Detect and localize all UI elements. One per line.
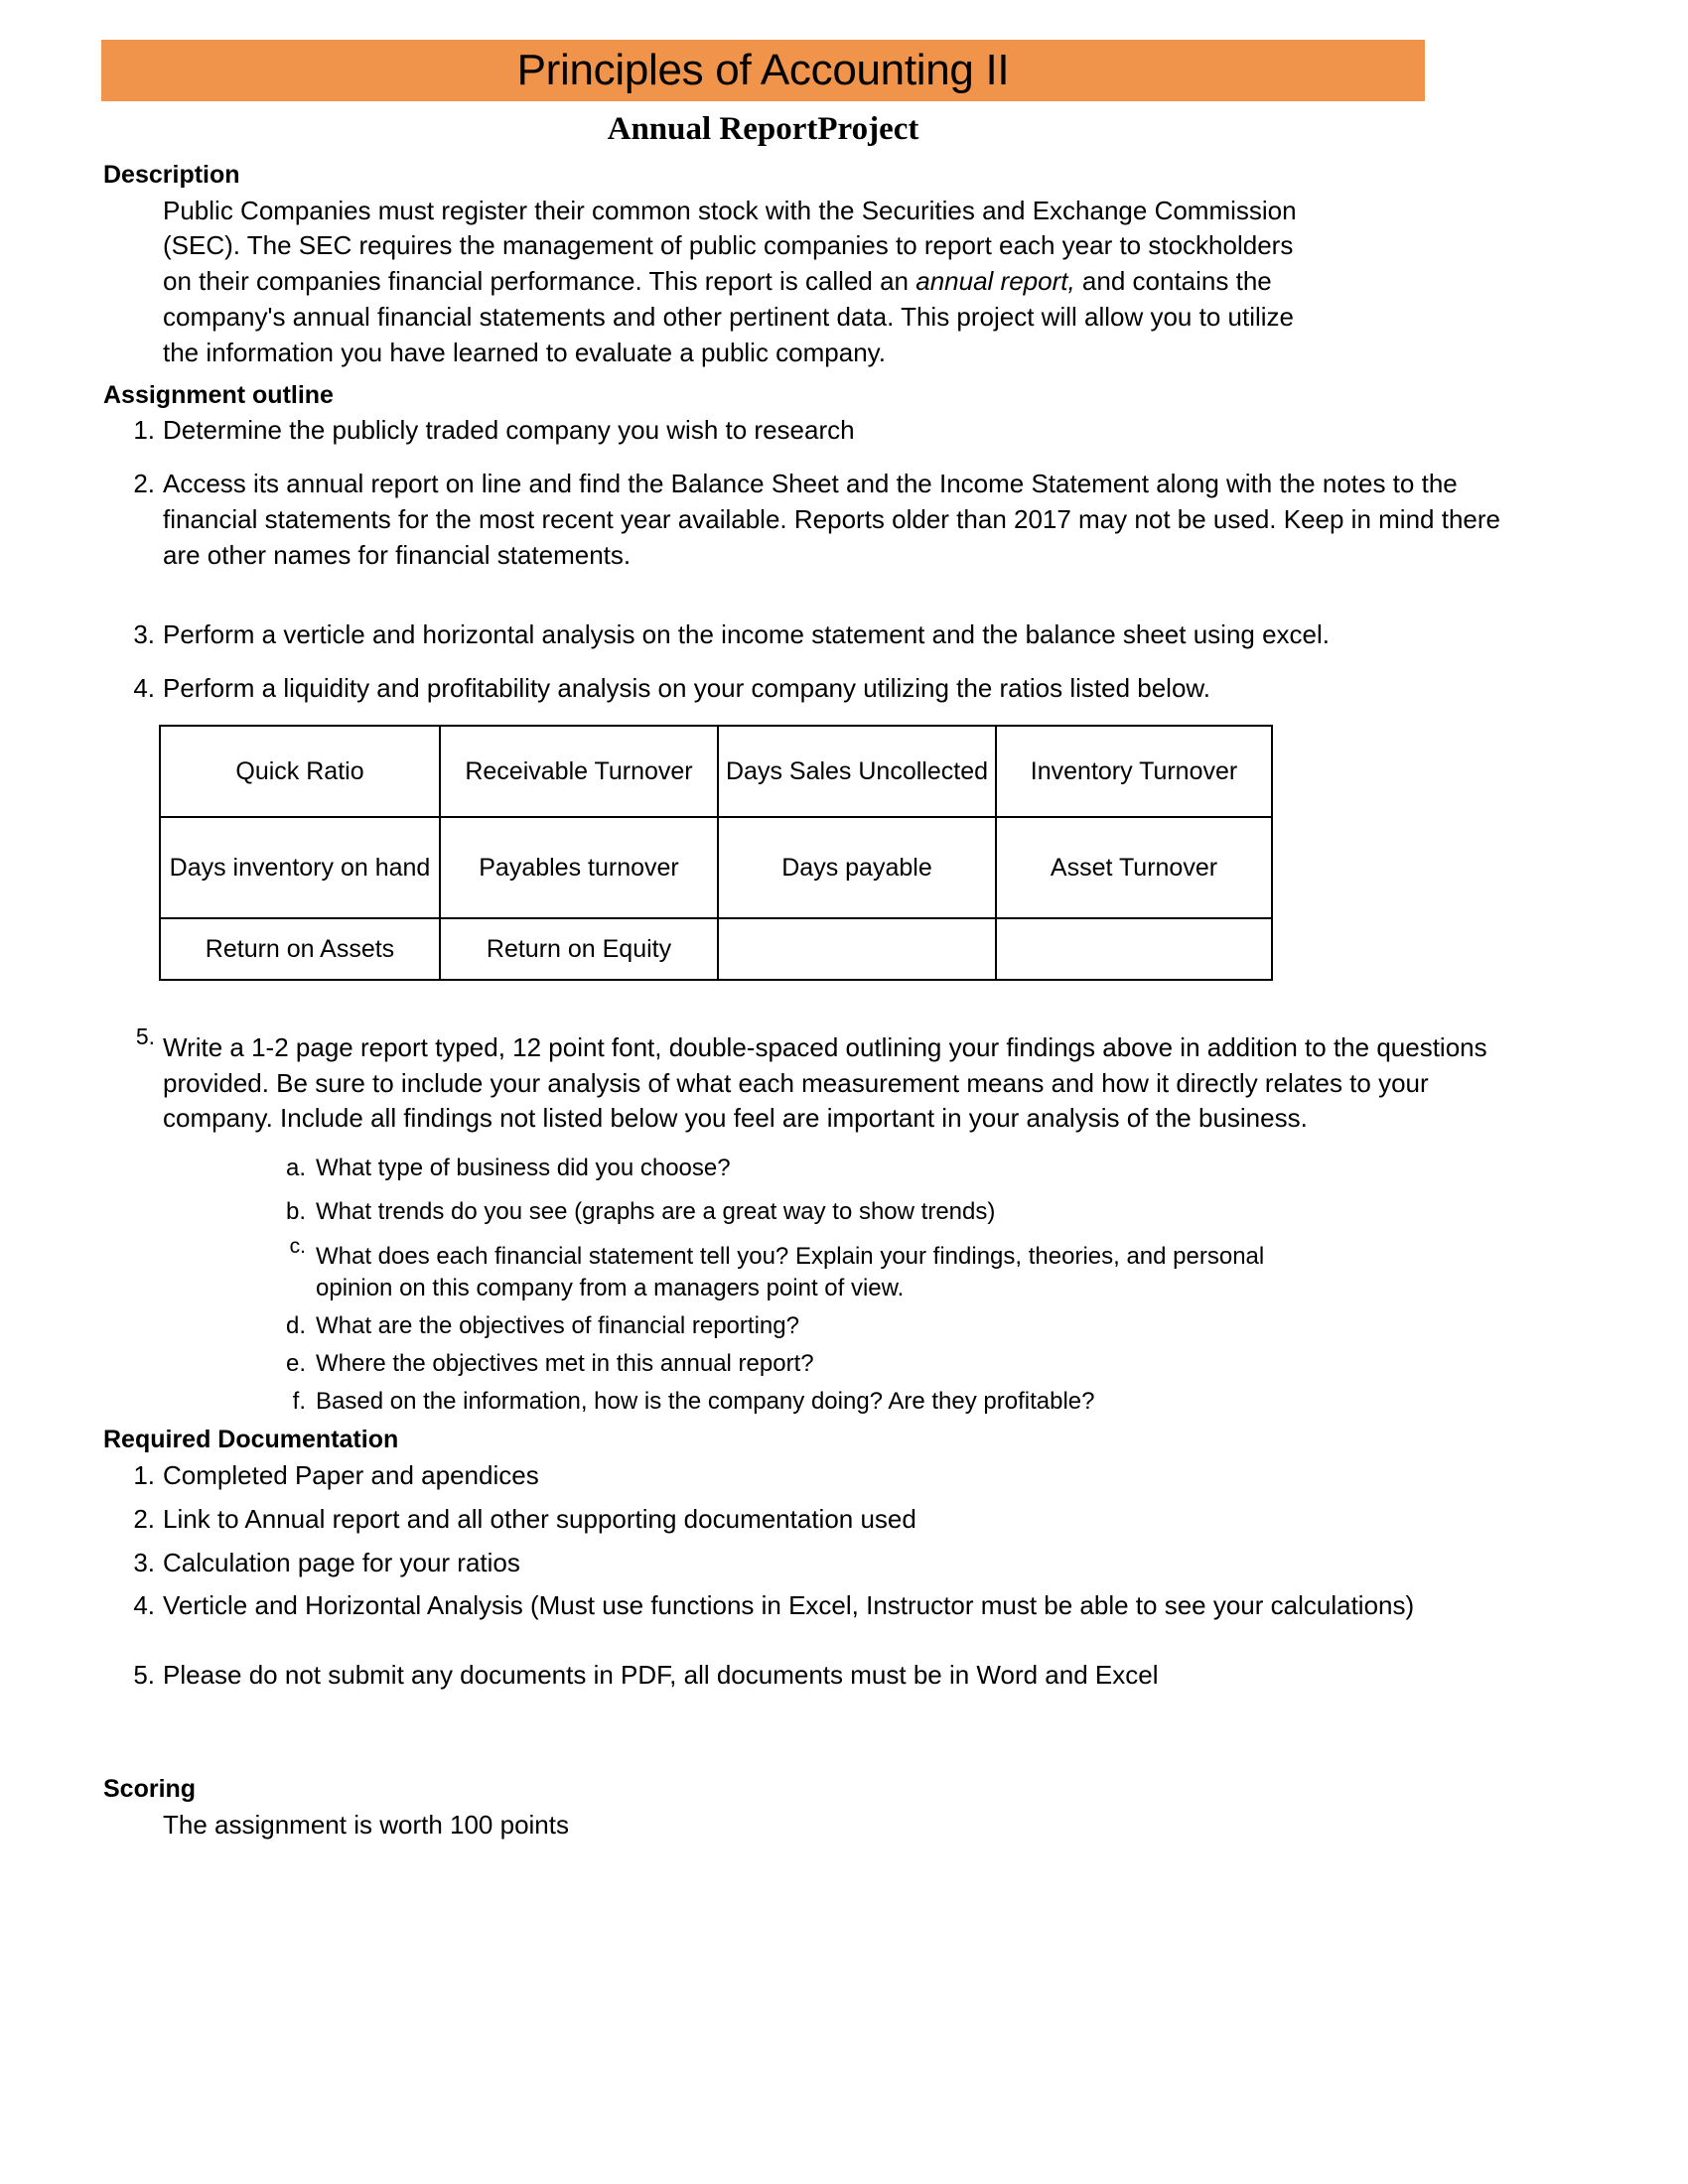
list-marker: 3. [133, 618, 155, 649]
table-row [160, 817, 1272, 918]
table-row [160, 726, 1272, 817]
table-cell: Return on Equity [440, 918, 718, 980]
description-paragraph [0, 194, 1321, 371]
description-text-part-1: Public Companies must register their common stock with the Securities and Exchange Commission (SEC). The SEC requires the management of public companies to report each year to stockholders on their companies financial performance. This report is called an [163, 195, 1297, 297]
page-subtitle: Annual ReportProject [607, 111, 919, 147]
assignment-questions-list [0, 1153, 1688, 1418]
table-cell: Return on Assets [160, 918, 440, 980]
list-item-text: What are the objectives of financial reporting? [316, 1311, 799, 1339]
list-item-text: Please do not submit any documents in PDF, all documents must be in Word and Excel [163, 1660, 1159, 1691]
table-cell-empty [718, 918, 996, 980]
list-item [0, 1588, 1519, 1624]
list-item-text: What does each financial statement tell you? Explain your findings, theories, and personal opinion on this company from a managers point of view. [316, 1242, 1265, 1301]
list-item-text: Write a 1-2 page report typed, 12 point font, double-spaced outlining your findings above in addition to the questions provided. Be sure to include your analysis of what each measurement means and how it directly relates to your company. Include all findings not listed below you feel are important in your analysis of the business. [163, 1031, 1487, 1134]
list-item-text: What type of business did you choose? [316, 1155, 731, 1182]
list-item-text: Based on the information, how is the company doing? Are they profitable? [316, 1388, 1095, 1416]
list-item [0, 1458, 1519, 1494]
assignment-outline-list [0, 413, 1688, 706]
document-body [0, 159, 1688, 1843]
list-marker: a. [285, 1155, 306, 1182]
table-cell: Days Sales Uncollected [718, 726, 996, 817]
table-cell: Days payable [718, 817, 996, 918]
list-item [0, 1310, 1331, 1342]
list-marker: 2. [133, 1503, 155, 1534]
list-marker: b. [285, 1198, 306, 1226]
list-marker: 4. [133, 1590, 155, 1621]
list-marker: 5. [133, 1660, 155, 1691]
list-marker: 3. [133, 1547, 155, 1577]
ratio-table-container [0, 725, 1688, 981]
scoring-text: The assignment is worth 100 points [163, 1809, 569, 1840]
list-item [0, 467, 1519, 574]
list-item [0, 1348, 1331, 1380]
list-item [0, 1153, 1331, 1184]
section-heading-assignment-outline: Assignment outline [103, 380, 334, 409]
table-cell: Payables turnover [440, 817, 718, 918]
description-text-italic: annual report, [915, 266, 1075, 297]
list-marker: e. [285, 1350, 306, 1378]
table-cell: Inventory Turnover [996, 726, 1272, 817]
list-item [0, 413, 1519, 449]
table-cell: Days inventory on hand [160, 817, 440, 918]
list-marker: f. [292, 1388, 306, 1416]
table-row [160, 918, 1272, 980]
table-cell: Asset Turnover [996, 817, 1272, 918]
list-marker: 5. [135, 1023, 155, 1049]
list-item [0, 671, 1519, 707]
list-item [0, 1658, 1519, 1694]
table-cell-empty [996, 918, 1272, 980]
section-heading-description: Description [103, 161, 240, 189]
list-item-text: Link to Annual report and all other supporting documentation used [163, 1503, 916, 1534]
list-item-text: Verticle and Horizontal Analysis (Must use functions in Excel, Instructor must be able to see your calculations) [163, 1590, 1415, 1621]
spacer [0, 991, 1688, 1030]
section-heading-scoring: Scoring [103, 1775, 197, 1804]
assignment-outline-list-continued [0, 1023, 1688, 1138]
page-title: Principles of Accounting II [516, 46, 1010, 94]
list-item-text: Completed Paper and apendices [163, 1459, 539, 1490]
list-item [0, 1546, 1519, 1581]
list-item [0, 1502, 1519, 1538]
list-item-text: What trends do you see (graphs are a great way to show trends) [316, 1198, 996, 1226]
list-item-text: Access its annual report on line and find the Balance Sheet and the Income Statement along with the notes to the financial statements for the most recent year available. Reports older than 2017 may not be used. Keep in mind there are other names for financial statements. [163, 469, 1500, 570]
list-item-text: Calculation page for your ratios [163, 1547, 520, 1577]
list-item [0, 617, 1519, 653]
table-cell: Quick Ratio [160, 726, 440, 817]
list-item [0, 1196, 1331, 1228]
list-marker: d. [285, 1311, 306, 1339]
required-documentation-list [0, 1458, 1688, 1694]
list-marker: 2. [133, 469, 155, 499]
list-item-text: Perform a liquidity and profitability analysis on your company utilizing the ratios listed below. [163, 672, 1210, 703]
list-item-text: Perform a verticle and horizontal analysis on the income statement and the balance sheet using excel. [163, 618, 1331, 649]
list-marker: c. [289, 1234, 306, 1258]
list-marker: 4. [133, 672, 155, 703]
table-cell: Receivable Turnover [440, 726, 718, 817]
list-marker: 1. [133, 1459, 155, 1490]
list-item-text: Determine the publicly traded company you wish to research [163, 415, 855, 446]
list-item-text: Where the objectives met in this annual report? [316, 1350, 814, 1378]
list-item [0, 1234, 1331, 1304]
list-item [0, 1023, 1519, 1138]
spacer [0, 1711, 1688, 1773]
section-heading-required-documentation: Required Documentation [103, 1426, 399, 1454]
description-text-part-2: and contains the company's annual financial statements and other pertinent data. This project will allow you to utilize the information you have learned to evaluate a public company. [163, 266, 1294, 367]
list-item [0, 1386, 1331, 1418]
financial-ratios-table [159, 725, 1273, 981]
list-marker: 1. [133, 415, 155, 446]
